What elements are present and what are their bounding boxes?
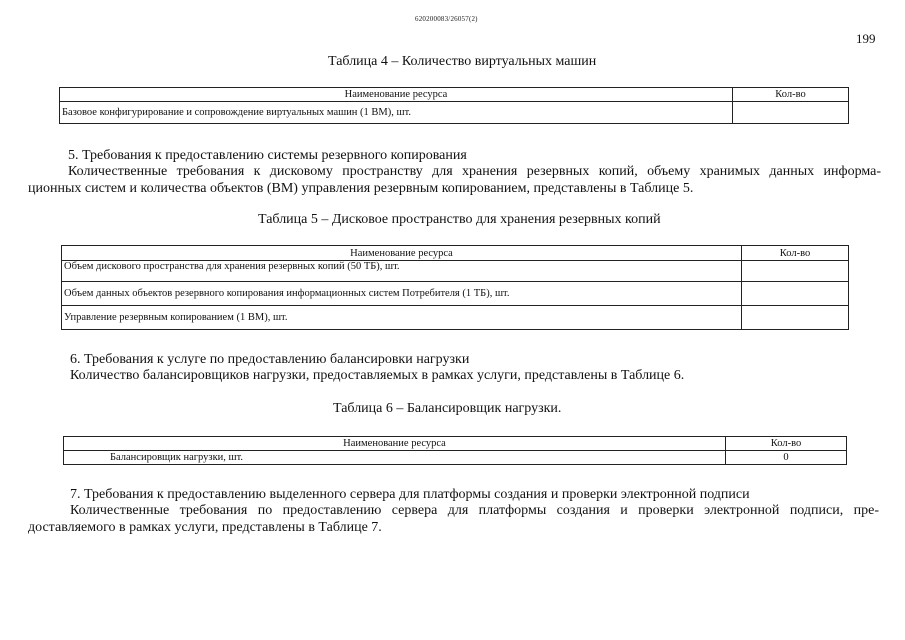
- table-row: [60, 102, 849, 124]
- table5-caption: Таблица 5 – Дисковое пространство для хранения резервных копий: [258, 212, 661, 227]
- section6-text-line1: Количество балансировщиков нагрузки, предоставляемых в рамках услуги, представлены в Таблице 6.: [70, 368, 685, 383]
- table5-row3-qty: [742, 306, 849, 330]
- section5-text-line1: Количественные требования к дисковому пространству для хранения резервных копий, объему хранимых данных информа-: [68, 164, 881, 179]
- table-row: [62, 282, 849, 306]
- section7-heading: 7. Требования к предоставлению выделенного сервера для платформы создания и проверки электронной подписи: [70, 487, 750, 502]
- table5-row2-name: Объем данных объектов резервного копирования информационных систем Потребителя (1 ТБ), шт.: [62, 282, 742, 306]
- table5-row1-name: Объем дискового пространства для хранения резервных копий (50 ТБ), шт.: [62, 261, 742, 282]
- table6-row1-name: Балансировщик нагрузки, шт.: [64, 451, 726, 465]
- table6-header-row: [64, 437, 847, 451]
- table5-header-name: Наименование ресурса: [62, 246, 742, 261]
- table6-caption: Таблица 6 – Балансировщик нагрузки.: [333, 401, 562, 416]
- table5-header-row: [62, 246, 849, 261]
- table4-caption: Таблица 4 – Количество виртуальных машин: [328, 54, 597, 69]
- table5: [61, 245, 849, 330]
- table-row: [64, 451, 847, 465]
- section7-text-line1: Количественные требования по предоставлению сервера для платформы создания и проверки электронной подписи, пре-: [70, 503, 879, 518]
- table5-row3-name: Управление резервным копированием (1 ВМ), шт.: [62, 306, 742, 330]
- table6-row1-qty: 0: [726, 451, 847, 465]
- table5-row2-qty: [742, 282, 849, 306]
- table5-header-qty: Кол-во: [742, 246, 849, 261]
- section6-heading: 6. Требования к услуге по предоставлению балансировки нагрузки: [70, 352, 470, 367]
- table4-row1-name: Базовое конфигурирование и сопровождение виртуальных машин (1 ВМ), шт.: [60, 102, 733, 124]
- section5-heading: 5. Требования к предоставлению системы резервного копирования: [68, 148, 467, 163]
- table4-row1-qty: [733, 102, 849, 124]
- table4-header-name: Наименование ресурса: [60, 88, 733, 102]
- table6-header-name: Наименование ресурса: [64, 437, 726, 451]
- table-row: [62, 306, 849, 330]
- section5-text-line2: ционных систем и количества объектов (ВМ) управления резервным копированием, представлены в Таблице 5.: [28, 181, 694, 196]
- table4-header-qty: Кол-во: [733, 88, 849, 102]
- section7-text-line2: доставляемого в рамках услуги, представлены в Таблице 7.: [28, 520, 382, 535]
- document-number: 620200083/26057(2): [415, 15, 478, 23]
- table-row: [62, 261, 849, 282]
- page-number: 199: [856, 31, 876, 46]
- table5-row1-qty: [742, 261, 849, 282]
- table6-header-qty: Кол-во: [726, 437, 847, 451]
- table4-header-row: [60, 88, 849, 102]
- table6: [63, 436, 847, 465]
- table4: [59, 87, 849, 124]
